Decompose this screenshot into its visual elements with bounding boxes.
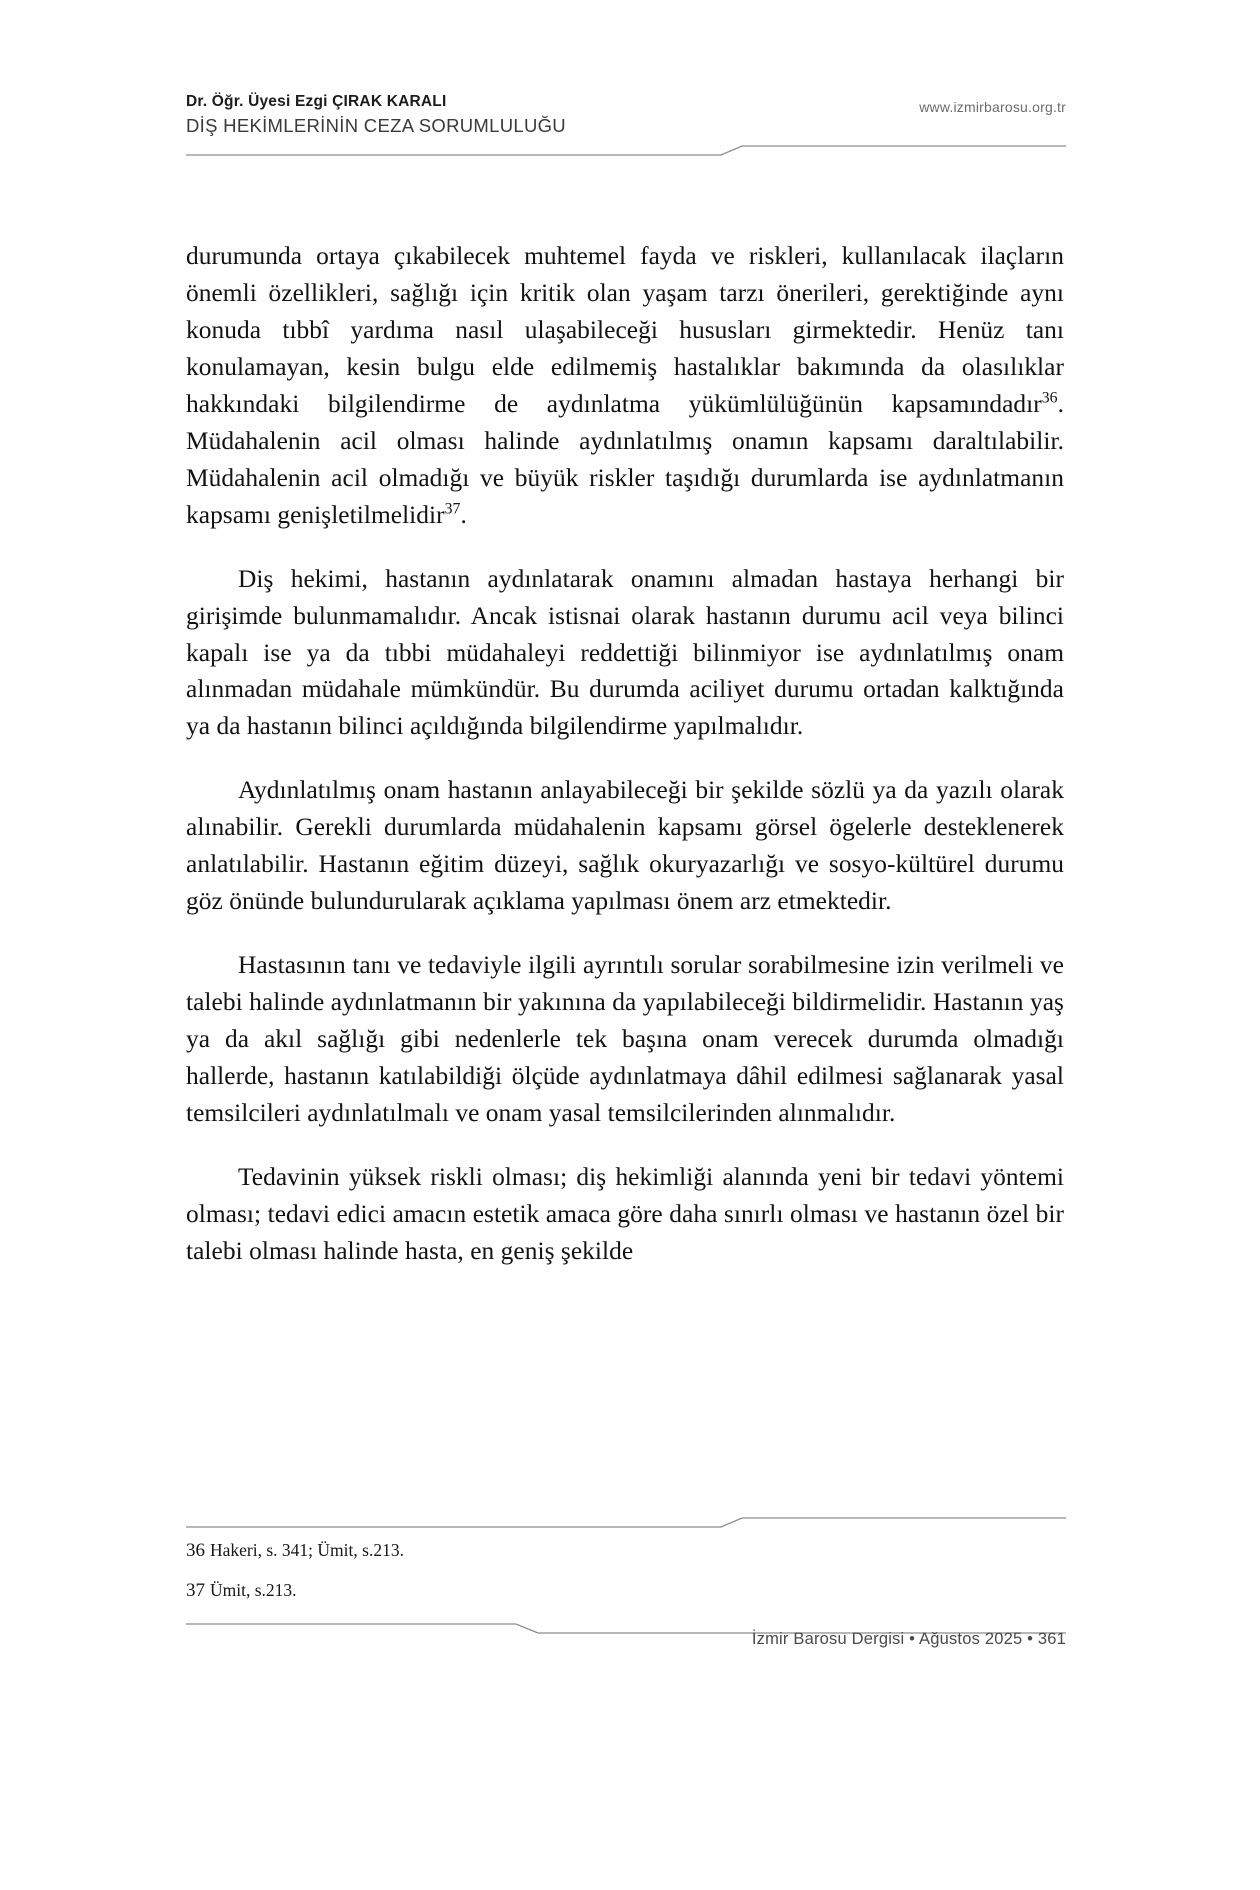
body-paragraph	[186, 772, 1064, 920]
footnote-text: Hakeri, s. 341; Ümit, s.213.	[210, 1540, 404, 1560]
paragraph-text: .	[460, 500, 467, 529]
header-article-title: DİŞ HEKİMLERİNİN CEZA SORUMLULUĞU	[186, 115, 566, 137]
header-author: Dr. Öğr. Üyesi Ezgi ÇIRAK KARALI	[186, 93, 447, 110]
footnote-entry	[186, 1578, 1066, 1604]
paragraph-text: durumunda ortaya çıkabilecek muhtemel fayda ve riskleri, kullanılacak ilaçların önemli özellikleri, sağlığı için kritik olan yaşam tarzı önerileri, gerektiğinde aynı konuda tıbbî yardıma nasıl ulaşabileceği hususları girmektedir. Henüz tanı konulamayan, kesin bulgu elde edilmemiş hastalıklar bakımında da olasılıklar hakkındaki bilgilendirme de aydınlatma yükümlülüğünün kapsamındadır	[186, 242, 1064, 418]
footnote-entry	[186, 1538, 1066, 1564]
body-paragraph	[186, 238, 1064, 534]
header-website-url: www.izmirbarosu.org.tr	[919, 99, 1066, 115]
paragraph-text: Diş hekimi, hastanın aydınlatarak onamını almadan hastaya herhangi bir girişimde bulunmamalıdır. Ancak istisnai olarak hastanın durumu acil veya bilinci kapalı ise ya da tıbbi müdahaleyi reddettiği bilinmiyor ise aydınlatılmış onam alınmadan müdahale mümkündür. Bu durumda aciliyet durumu ortadan kalktığında ya da hastanın bilinci açıldığında bilgilendirme yapılmalıdır.	[186, 564, 1064, 741]
page-header	[186, 92, 1066, 144]
header-divider-rule	[186, 144, 1066, 158]
footnote-reference[interactable]: 36	[1041, 389, 1058, 407]
paragraph-text: . Müdahalenin acil olması halinde aydınlatılmış onamın kapsamı daraltılabilir. Müdahalenin acil olmadığı ve büyük riskler taşıdığı durumlarda ise aydınlatmanın kapsamı genişletilmelidir	[186, 389, 1064, 529]
body-paragraph	[186, 1159, 1064, 1270]
body-paragraph	[186, 561, 1064, 746]
footnote-text: Ümit, s.213.	[210, 1579, 297, 1600]
footnote-number: 37	[186, 1579, 205, 1601]
paragraph-text: Hastasının tanı ve tedaviyle ilgili ayrıntılı sorular sorabilmesine izin verilmeli ve talebi halinde aydınlatmanın bir yakınına da yapılabileceği bildirmelidir. Hastanın yaş ya da akıl sağlığı gibi nedenlerle tek başına onam verecek durumda olmadığı hallerde, hastanın katılabildiği ölçüde aydınlatmaya dâhil edilmesi sağlanarak yasal temsilcileri aydınlatılmalı ve onam yasal temsilcilerinden alınmalıdır.	[186, 951, 1064, 1128]
footnote-reference[interactable]: 37	[444, 500, 461, 518]
footnote-number: 36	[186, 1540, 205, 1561]
footnote-divider-rule	[186, 1516, 1066, 1530]
paragraph-text: Aydınlatılmış onam hastanın anlayabileceği bir şekilde sözlü ya da yazılı olarak alınabilir. Gerekli durumlarda müdahalenin kapsamı görsel ögelerle desteklenerek anlatılabilir. Hastanın eğitim düzeyi, sağlık okuryazarlığı ve sosyo-kültürel durumu göz önünde bulundurularak açıklama yapılması önem arz etmektedir.	[186, 776, 1064, 916]
body-paragraph	[186, 947, 1064, 1132]
footnotes-section	[186, 1538, 1066, 1617]
paragraph-text: Tedavinin yüksek riskli olması; diş hekimliği alanında yeni bir tedavi yöntemi olması; tedavi edici amacın estetik amaca göre daha sınırlı olması ve hastanın özel bir talebi olması halinde hasta, en geniş şekilde	[186, 1162, 1064, 1265]
footer-journal-info: İzmir Barosu Dergisi • Ağustos 2025 • 361	[751, 1630, 1066, 1648]
article-body	[186, 238, 1064, 1270]
